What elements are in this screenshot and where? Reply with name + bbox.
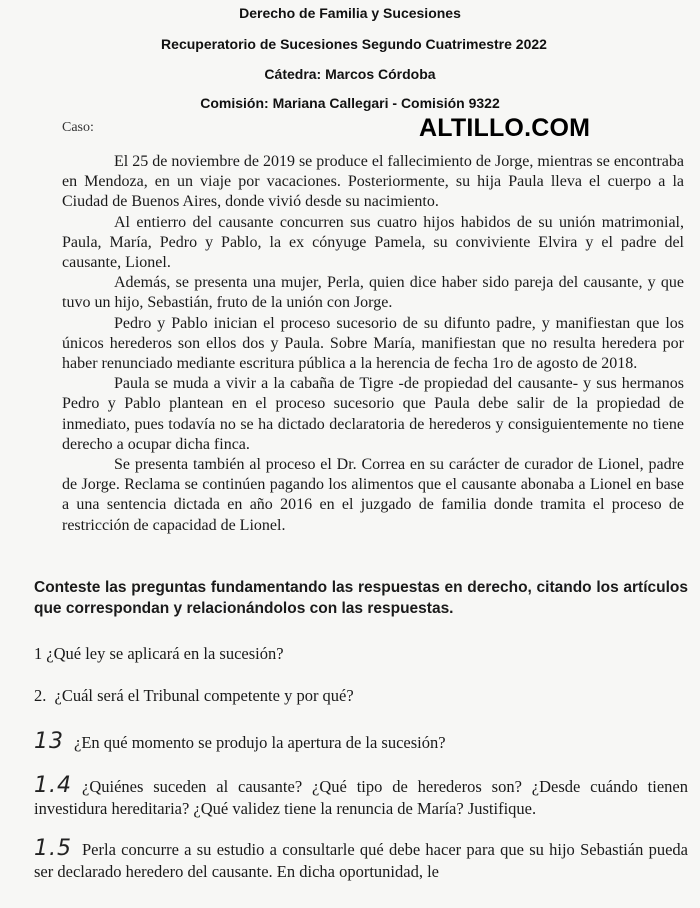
watermark: ALTILLO.COM — [419, 114, 591, 142]
case-paragraph: Paula se muda a vivir a la cabaña de Tigre -de propiedad del causante- y sus hermanos Pedro y Pablo plantean en el proceso sucesorio que Paula debe salir de la propiedad de inmediato, pues todavía no se ha dictado declaratoria de herederos y consiguientemente no tiene derecho a ocupar dicha finca. — [62, 375, 684, 453]
case-paragraph: El 25 de noviembre de 2019 se produce el fallecimiento de Jorge, mientras se encontraba en Mendoza, en un viaje por vacaciones. Posteriormente, su hija Paula lleva el cuerpo a la Ciudad de Buenos Aires, donde vivió desde su nacimiento. — [62, 153, 684, 211]
question-2 — [34, 685, 688, 707]
question-1 — [34, 643, 688, 665]
case-paragraph: Además, se presenta una mujer, Perla, quien dice haber sido pareja del causante, y que tuvo un hijo, Sebastián, fruto de la unión con Jorge. — [62, 274, 684, 312]
case-label: Caso: — [62, 120, 94, 135]
handwritten-number: 13 — [34, 729, 64, 754]
case-text — [62, 152, 684, 536]
case-paragraph: Al entierro del causante concurren sus cuatro hijos habidos de su unión matrimonial, Paula, María, Pedro y Pablo, la ex cónyuge Pamela, su conviviente Elvira y el padre del causante, Lionel. — [62, 213, 684, 272]
question-text: Perla concurre a su estudio a consultarle qué debe hacer para que su hijo Sebastián pueda ser declarado heredero del causante. En dicha oportunidad, le — [34, 840, 688, 881]
question-5 — [34, 838, 688, 883]
exam-title: Recuperatorio de Sucesiones Segundo Cuatrimestre 2022 — [161, 36, 547, 52]
question-text: ¿Qué ley se aplicará en la sucesión? — [46, 644, 284, 663]
document-title: Derecho de Familia y Sucesiones — [239, 5, 461, 21]
handwritten-number: 1.4 — [34, 773, 72, 798]
question-text: ¿Cuál será el Tribunal competente y por qué? — [54, 686, 354, 705]
question-4 — [34, 775, 688, 820]
question-text: ¿En qué momento se produjo la apertura de la sucesión? — [74, 733, 446, 752]
instructions: Conteste las preguntas fundamentando las respuestas en derecho, citando los artículos que correspondan y relacionándolos con las respuestas. — [34, 579, 688, 617]
handwritten-number: 1.5 — [34, 836, 72, 861]
question-number: 2. — [34, 686, 47, 705]
chair-name: Cátedra: Marcos Córdoba — [264, 66, 436, 82]
question-text: ¿Quiénes suceden al causante? ¿Qué tipo de herederos son? ¿Desde cuándo tienen investidura hereditaria? ¿Qué validez tiene la renuncia de María? Justifique. — [34, 777, 688, 818]
question-3 — [34, 731, 688, 754]
case-paragraph: Se presenta también al proceso el Dr. Correa en su carácter de curador de Lionel, padre de Jorge. Reclama se continúen pagando los alimentos que el causante abonaba a Lionel en base a una sentencia dictada en año 2016 en el juzgado de familia donde tramita el proceso de restricción de capacidad de Lionel. — [62, 456, 684, 534]
commission-info: Comisión: Mariana Callegari - Comisión 9322 — [200, 95, 500, 111]
question-number: 1 — [34, 644, 43, 663]
case-paragraph: Pedro y Pablo inician el proceso sucesorio de su difunto padre, y manifiestan que los únicos herederos son ellos dos y Paula. Sobre María, manifiestan que no resulta heredera por haber renunciado mediante escritura pública a la herencia de fecha 1ro de agosto de 2018. — [62, 314, 684, 373]
